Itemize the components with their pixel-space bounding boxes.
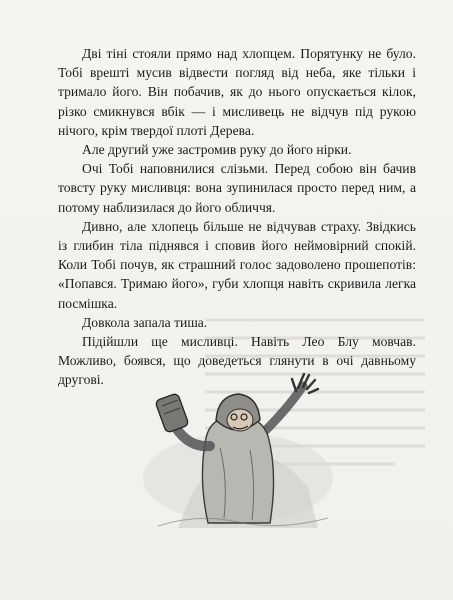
paragraph-3: Очі Тобі наповнилися слізьми. Перед собою він бачив товсту руку мисливця: вона зупинилася просто перед ним, а потому наблизилася до його обличчя. (58, 161, 416, 215)
paragraph-2: Але другий уже застромив руку до його нірки. (82, 142, 352, 158)
hunter-illustration (138, 358, 338, 528)
paragraph-6: Підійшли ще мисливці. Навіть Лео Блу мовчав. Можливо, боявся, що доведеться глянути в очі давньому другові. (58, 334, 416, 388)
paragraph-4: Дивно, але хлопець більше не відчував страху. Звідкись із глибин тіла піднявся і сповив його неймовірний спокій. Коли Тобі почув, як страшний голос задоволено прошепотів: «Попався. Тримаю його», губи хлопця навіть скривила легка посмішка. (58, 218, 416, 311)
paragraph-1: Дві тіні стояли прямо над хлопцем. Порятунку не було. Тобі врешті мусив відвести погляд від неба, яке тільки і тримало його. Він побачив, як до нього опускається кілок, різко смикнувся вбік — і мисливець не відчув під рукою нічого, крім твердої плоті Дерева. (58, 46, 416, 138)
story-text (58, 44, 416, 390)
paragraph-5: Довкола запала тиша. (82, 314, 208, 330)
